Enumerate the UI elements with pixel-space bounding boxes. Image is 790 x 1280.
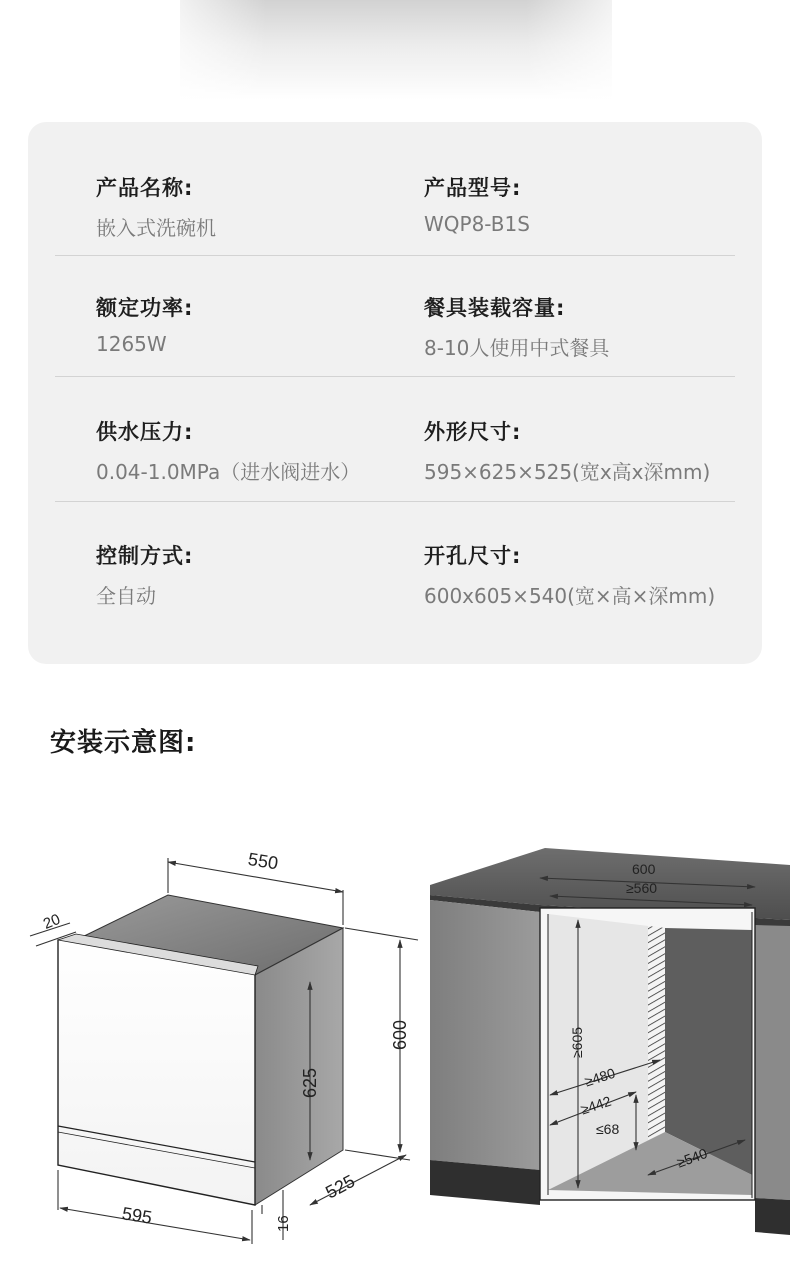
- spec-value: 600x605×540(宽×高×深mm): [424, 584, 716, 608]
- spec-product-name: [96, 172, 216, 241]
- dim-opening-width: 600: [632, 861, 656, 877]
- dim-door-offset: 20: [40, 910, 63, 933]
- cabinet-right: [755, 925, 790, 1200]
- spec-label: 产品名称:: [96, 176, 194, 200]
- spec-label: 额定功率:: [96, 296, 194, 320]
- spec-value: 8-10人使用中式餐具: [424, 336, 610, 360]
- spec-value: 595×625×525(宽x高x深mm): [424, 460, 711, 484]
- spec-value: 全自动: [96, 584, 156, 608]
- spec-water-pressure: [96, 416, 360, 485]
- dishwasher-side: [255, 928, 343, 1205]
- spec-label: 控制方式:: [96, 544, 194, 568]
- dim-plinth: 16: [275, 1215, 292, 1232]
- section-title: 安装示意图:: [50, 728, 197, 758]
- spec-card: [28, 122, 762, 664]
- spec-capacity: [424, 292, 609, 361]
- installation-diagram: [0, 820, 790, 1280]
- dim-width-top: 550: [246, 848, 280, 874]
- divider: [55, 255, 735, 256]
- spec-row-2: [28, 292, 762, 412]
- spec-rated-power: [96, 292, 193, 356]
- dishwasher-door: [58, 936, 255, 1205]
- spec-model: [424, 172, 530, 236]
- spec-row-3: [28, 416, 762, 536]
- spec-value: 1265W: [96, 332, 167, 356]
- spec-row-4: [28, 540, 762, 660]
- spec-value: 嵌入式洗碗机: [96, 216, 216, 240]
- dim-inner-width: ≥560: [626, 880, 658, 896]
- divider: [55, 501, 735, 502]
- spec-control: [96, 540, 193, 609]
- dim-floor-depth: ≥540: [674, 1144, 710, 1171]
- spec-value: 0.04-1.0MPa（进水阀进水）: [96, 460, 361, 484]
- dishwasher-drawing: [58, 895, 343, 1205]
- spec-label: 外形尺寸:: [424, 420, 522, 444]
- dim-width-front: 595: [120, 1203, 154, 1228]
- divider: [55, 376, 735, 377]
- dim-plinth-height: ≤68: [596, 1121, 620, 1137]
- spec-label: 开孔尺寸:: [424, 544, 522, 568]
- spec-label: 产品型号:: [424, 176, 522, 200]
- spec-cutout: [424, 540, 715, 609]
- dim-depth-upper: ≥480: [582, 1064, 618, 1090]
- dim-height-door: 625: [300, 1067, 320, 1098]
- cabinet-drawing: [430, 848, 790, 1235]
- dim-depth-lower: ≥442: [578, 1092, 614, 1118]
- cabinet-left: [430, 900, 540, 1170]
- dim-height-body: 600: [390, 1019, 410, 1050]
- dim-depth: 525: [322, 1170, 359, 1203]
- product-image-shadow: [180, 0, 612, 100]
- spec-label: 供水压力:: [96, 420, 194, 444]
- spec-label: 餐具装载容量:: [424, 296, 566, 320]
- dim-cabinet-height: ≥605: [569, 1026, 585, 1058]
- spec-value: WQP8-B1S: [424, 212, 530, 236]
- spec-row-1: [28, 172, 762, 292]
- spec-dimensions: [424, 416, 710, 485]
